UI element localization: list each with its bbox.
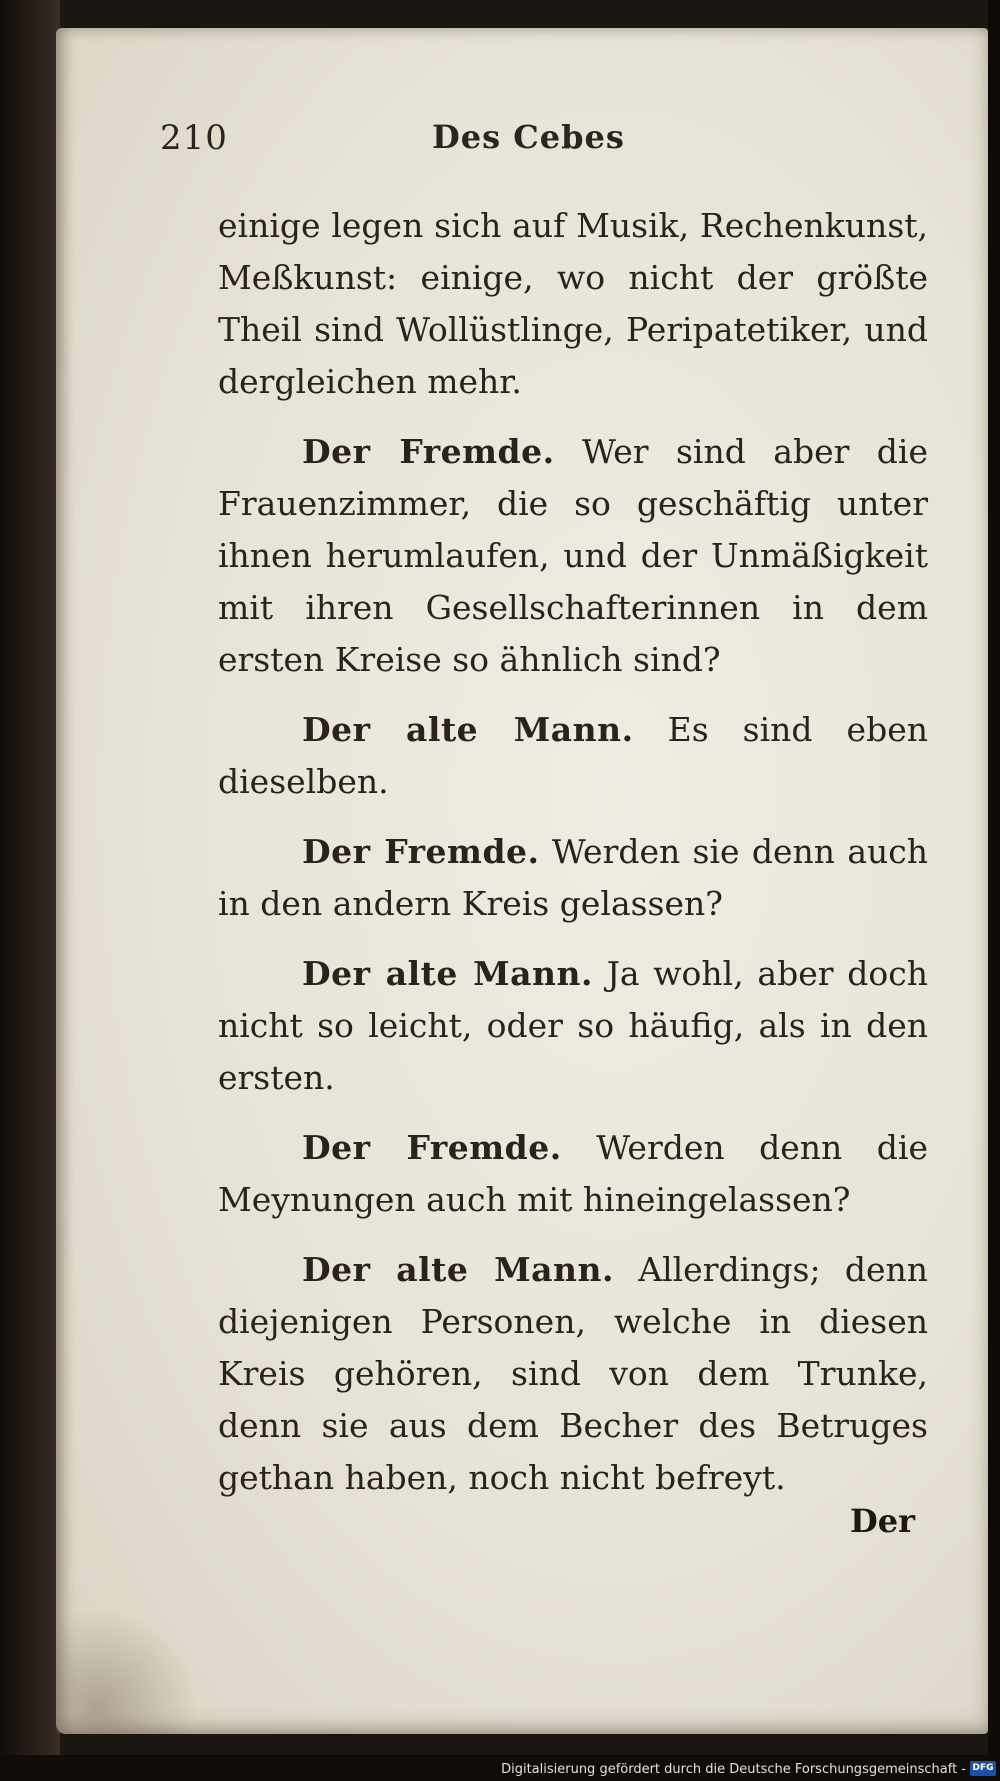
catchword: Der — [850, 1502, 915, 1540]
body-text — [218, 200, 928, 1522]
dialog-paragraph — [218, 704, 928, 808]
dfg-logo-icon: DFG — [970, 1761, 996, 1776]
speaker-label: Der Fremde. — [302, 432, 555, 471]
page-stain — [56, 1604, 196, 1734]
dialog-paragraph — [218, 426, 928, 686]
speaker-label: Der alte Mann. — [302, 954, 593, 993]
footer-bar — [0, 1755, 1000, 1781]
dialog-paragraph — [218, 1244, 928, 1504]
right-edge-shadow — [988, 0, 1000, 1781]
dialog-paragraph — [218, 826, 928, 930]
paragraph-text: einige legen sich auf Musik, Rechenkunst, Meßkunst: einige, wo nicht der größte Theil sind Wollüstlinge, Peripatetiker, und dergleichen mehr. — [218, 206, 928, 401]
running-title: Des Cebes — [432, 118, 625, 156]
speaker-label: Der alte Mann. — [302, 710, 634, 749]
paragraph-text: Werden sie denn auch in den andern Kreis gelassen? — [218, 832, 928, 923]
paragraph — [218, 200, 928, 408]
dialog-paragraph — [218, 948, 928, 1104]
page-number: 210 — [160, 118, 228, 158]
speaker-label: Der Fremde. — [302, 1128, 562, 1167]
speaker-label: Der Fremde. — [302, 832, 540, 871]
paragraph-text: Werden denn die Meynungen auch mit hineingelassen? — [218, 1128, 928, 1219]
footer-credit: Digitalisierung gefördert durch die Deutsche Forschungsgemeinschaft - — [501, 1762, 966, 1777]
paragraph-text: Wer sind aber die Frauenzimmer, die so geschäftig unter ihnen herumlaufen, und der Unmäßigkeit mit ihren Gesellschafterinnen in dem ersten Kreise so ähnlich sind? — [218, 432, 928, 679]
paragraph-text: Allerdings; denn diejenigen Personen, welche in diesen Kreis gehören, sind von dem Trunke, denn sie aus dem Becher des Betruges gethan haben, noch nicht befreyt. — [218, 1250, 928, 1497]
speaker-label: Der alte Mann. — [302, 1250, 614, 1289]
book-spine-shadow — [0, 0, 60, 1781]
paragraph-text: Es sind eben dieselben. — [218, 710, 928, 801]
paragraph-text: Ja wohl, aber doch nicht so leicht, oder so häufig, als in den ersten. — [218, 954, 928, 1097]
dialog-paragraph — [218, 1122, 928, 1226]
running-head — [160, 118, 920, 168]
